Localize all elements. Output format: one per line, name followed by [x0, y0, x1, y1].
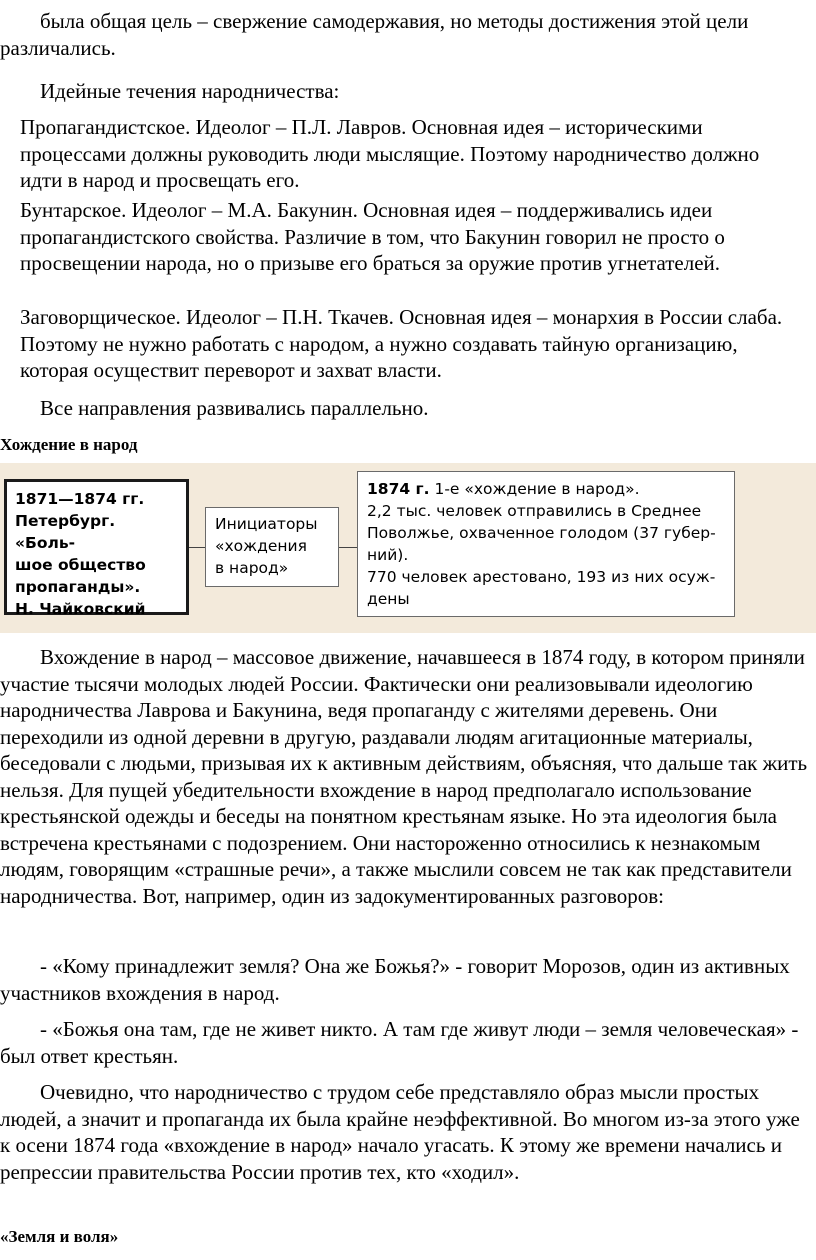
diagram-right-box [357, 471, 735, 617]
current-conspiracy: Заговорщическое. Идеолог – П.Н. Ткачев. Основная идея – монархия в России слаба. Поэтому не нужно работать с народом, а нужно создавать тайную организацию, которая осуществит переворот и захват власти. [20, 305, 783, 382]
diagram-right-title: 1-е «хождение в народ». [434, 480, 640, 498]
diagram-year: 1874 г. [367, 480, 430, 498]
main-paragraph: Вхождение в народ – массовое движение, начавшееся в 1874 году, в котором приняли участие тысячи молодых людей России. Фактически они реализовывали идеологию народничества Лаврова и Бакунина, ведя пропаганду с жителями деревень. Они переходили из одной деревни в другую, раздавали людям агитационные материалы, беседовали с людьми, призывая их к активным действиям, объясняя, что дальше так жить нельзя. Для пущей убедительности вхождение в народ предполагало использование крестьянской одежды и беседы на понятном крестьянам языке. Но эта идеология была встречена крестьянами с подозрением. Они настороженно относились к незнакомым людям, говорящим «страшные речи», а также мыслили совсем не так как представители народничества. Вот, например, один из задокументированных разговоров: [0, 645, 808, 908]
quote-1: - «Кому принадлежит земля? Она же Божья?» - говорит Морозов, один из активных участников вхождения в народ. [0, 954, 790, 1005]
diagram-middle-line: Инициаторы [215, 515, 318, 533]
diagram-left-line: Петербург. «Боль- [15, 512, 116, 552]
section-heading-khozhdenie: Хождение в народ [0, 435, 138, 454]
parallel-note: Все направления развивались параллельно. [40, 396, 429, 420]
diagram-middle-line: «хождения [215, 537, 307, 555]
quote-2: - «Божья она там, где не живет никто. А там где живут люди – земля человеческая» - был ответ крестьян. [0, 1017, 799, 1068]
connector-line-right [339, 547, 357, 548]
intro-paragraph: была общая цель – свержение самодержавия, но методы достижения этой цели различались. [0, 9, 749, 60]
conclusion-paragraph: Очевидно, что народничество с трудом себе представляло образ мысли простых людей, а значит и пропаганда их была крайне неэффективной. Во многом из-за этого уже к осени 1874 года «вхождение в народ» начало угасать. К этому же времени начались и репрессии правительства России против тех, кто «ходил». [0, 1080, 800, 1184]
diagram [0, 463, 816, 633]
diagram-right-line [367, 478, 725, 500]
diagram-left-line: Н. Чайковский [15, 600, 146, 618]
diagram-left-line: пропаганды». [15, 578, 141, 596]
diagram-left-box [4, 479, 189, 618]
diagram-right-line: дены [367, 590, 410, 608]
diagram-right-line: 770 человек арестовано, 193 из них осуж- [367, 568, 716, 586]
diagram-middle-line: в народ» [215, 559, 289, 577]
diagram-middle-box [205, 507, 339, 587]
section-heading-zemlya-i-volya: «Земля и воля» [0, 1227, 119, 1246]
diagram-right-line: Поволжье, охваченное голодом (37 губер- [367, 524, 716, 542]
diagram-left-line: 1871—1874 гг. [15, 490, 145, 508]
diagram-right-line: 2,2 тыс. человек отправились в Среднее [367, 502, 702, 520]
currents-intro: Идейные течения народничества: [40, 79, 340, 103]
diagram-right-line: ний). [367, 546, 409, 564]
connector-line-left [189, 547, 205, 548]
current-propaganda: Пропагандистское. Идеолог – П.Л. Лавров. Основная идея – историческими процессами должны руководить люди мыслящие. Поэтому народничество должно идти в народ и просвещать его. [20, 115, 760, 192]
diagram-left-line: шое общество [15, 556, 146, 574]
current-rebel: Бунтарское. Идеолог – М.А. Бакунин. Основная идея – поддерживались идеи пропагандистского свойства. Различие в том, что Бакунин говорил не просто о просвещении народа, но о призыве его браться за оружие против угнетателей. [20, 198, 725, 275]
